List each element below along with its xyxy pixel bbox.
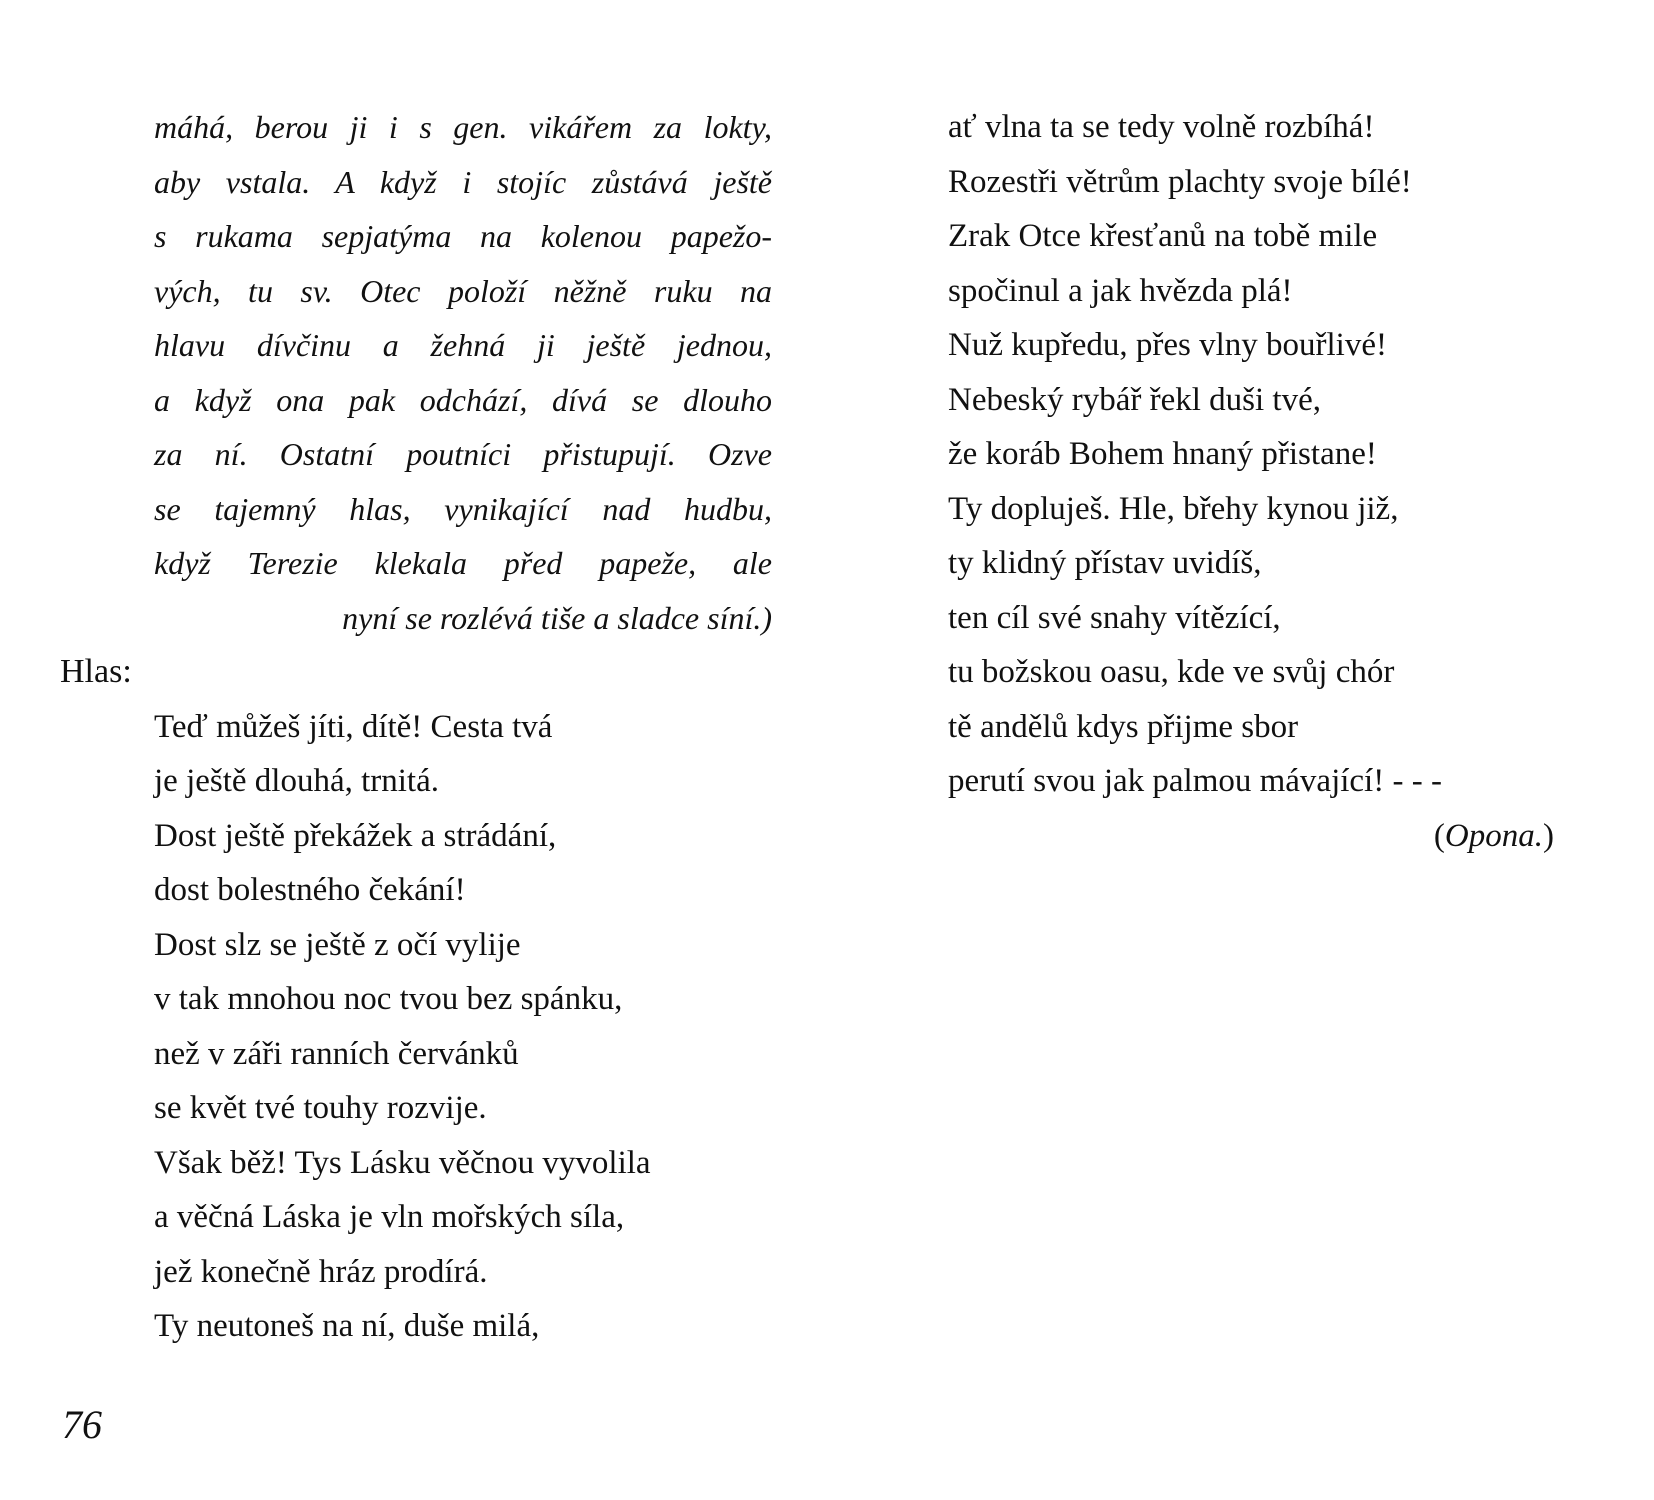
stage-direction-line: za ní. Ostatní poutníci přistupují. Ozve — [154, 436, 772, 472]
verse-line: a věčná Láska je vln mořských síla, — [154, 1199, 625, 1235]
stage-direction-line: a když ona pak odchází, dívá se dlouho — [154, 381, 772, 418]
verse-line: ten cíl své snahy vítězící, — [948, 599, 1281, 636]
verse-line: jež konečně hráz prodírá. — [154, 1253, 488, 1290]
verse-line: se květ tvé touhy rozvije. — [154, 1090, 487, 1126]
verse-line: je ještě dlouhá, trnitá. — [154, 763, 439, 799]
verse-line: Dost ještě překážek a strádání, — [154, 817, 557, 854]
stage-direction-line: aby vstala. A když i stojíc zůstává ještě — [154, 163, 772, 200]
curtain-word: Opona. — [1444, 817, 1543, 854]
verse-line: ty klidný přístav uvidíš, — [948, 545, 1262, 581]
stage-direction-line: máhá, berou ji i s gen. vikářem za lokty, — [154, 109, 772, 145]
right-column — [948, 100, 1568, 863]
verse-line: Však běž! Tys Lásku věčnou vyvolila — [154, 1144, 651, 1181]
stage-direction-line: s rukama sepjatýma na kolenou papežo- — [154, 218, 772, 254]
curtain-open-paren: ( — [1433, 817, 1445, 854]
verse-line: ať vlna ta se tedy volně rozbíhá! — [948, 109, 1375, 145]
stage-direction — [154, 100, 772, 645]
verse-line: perutí svou jak palmou mávající! - - - — [948, 763, 1442, 799]
stage-direction-line: vých, tu sv. Otec položí něžně ruku na — [154, 272, 772, 309]
curtain-direction — [948, 809, 1568, 864]
verse-line: tu božskou oasu, kde ve svůj chór — [948, 654, 1395, 690]
stage-direction-line: když Terezie klekala před papeže, ale — [154, 545, 772, 581]
verse-block — [154, 700, 780, 1354]
verse-line: Ty dopluješ. Hle, břehy kynou již, — [948, 490, 1399, 527]
verse-line: v tak mnohou noc tvou bez spánku, — [154, 981, 623, 1017]
stage-direction-line: se tajemný hlas, vynikající nad hudbu, — [154, 490, 772, 527]
verse-line: spočinul a jak hvězda plá! — [948, 272, 1293, 309]
left-column — [60, 100, 780, 1354]
page-number: 76 — [62, 1402, 102, 1447]
verse-line: dost bolestného čekání! — [154, 872, 466, 908]
stage-direction-line: nyní se rozlévá tiše a sladce síní.) — [342, 599, 772, 636]
verse-line: tě andělů kdys přijme sbor — [948, 708, 1299, 745]
verse-line: Ty neutoneš na ní, duše milá, — [154, 1308, 540, 1344]
verse-line: Dost slz se ještě z očí vylije — [154, 926, 521, 963]
verse-block — [948, 100, 1568, 863]
verse-line: Nuž kupředu, přes vlny bouřlivé! — [948, 327, 1387, 363]
verse-line: že koráb Bohem hnaný přistane! — [948, 436, 1377, 472]
verse-line: než v záři ranních červánků — [154, 1035, 519, 1072]
speaker-name: Hlas: — [60, 653, 132, 690]
stage-direction-line: hlavu dívčinu a žehná ji ještě jednou, — [154, 327, 772, 363]
verse-line: Teď můžeš jíti, dítě! Cesta tvá — [154, 708, 553, 745]
curtain-close-paren: ) — [1543, 817, 1554, 854]
verse-line: Rozestři větrům plachty svoje bílé! — [948, 163, 1412, 200]
verse-line: Nebeský rybář řekl duši tvé, — [948, 381, 1321, 418]
verse-line: Zrak Otce křesťanů na tobě mile — [948, 218, 1378, 254]
